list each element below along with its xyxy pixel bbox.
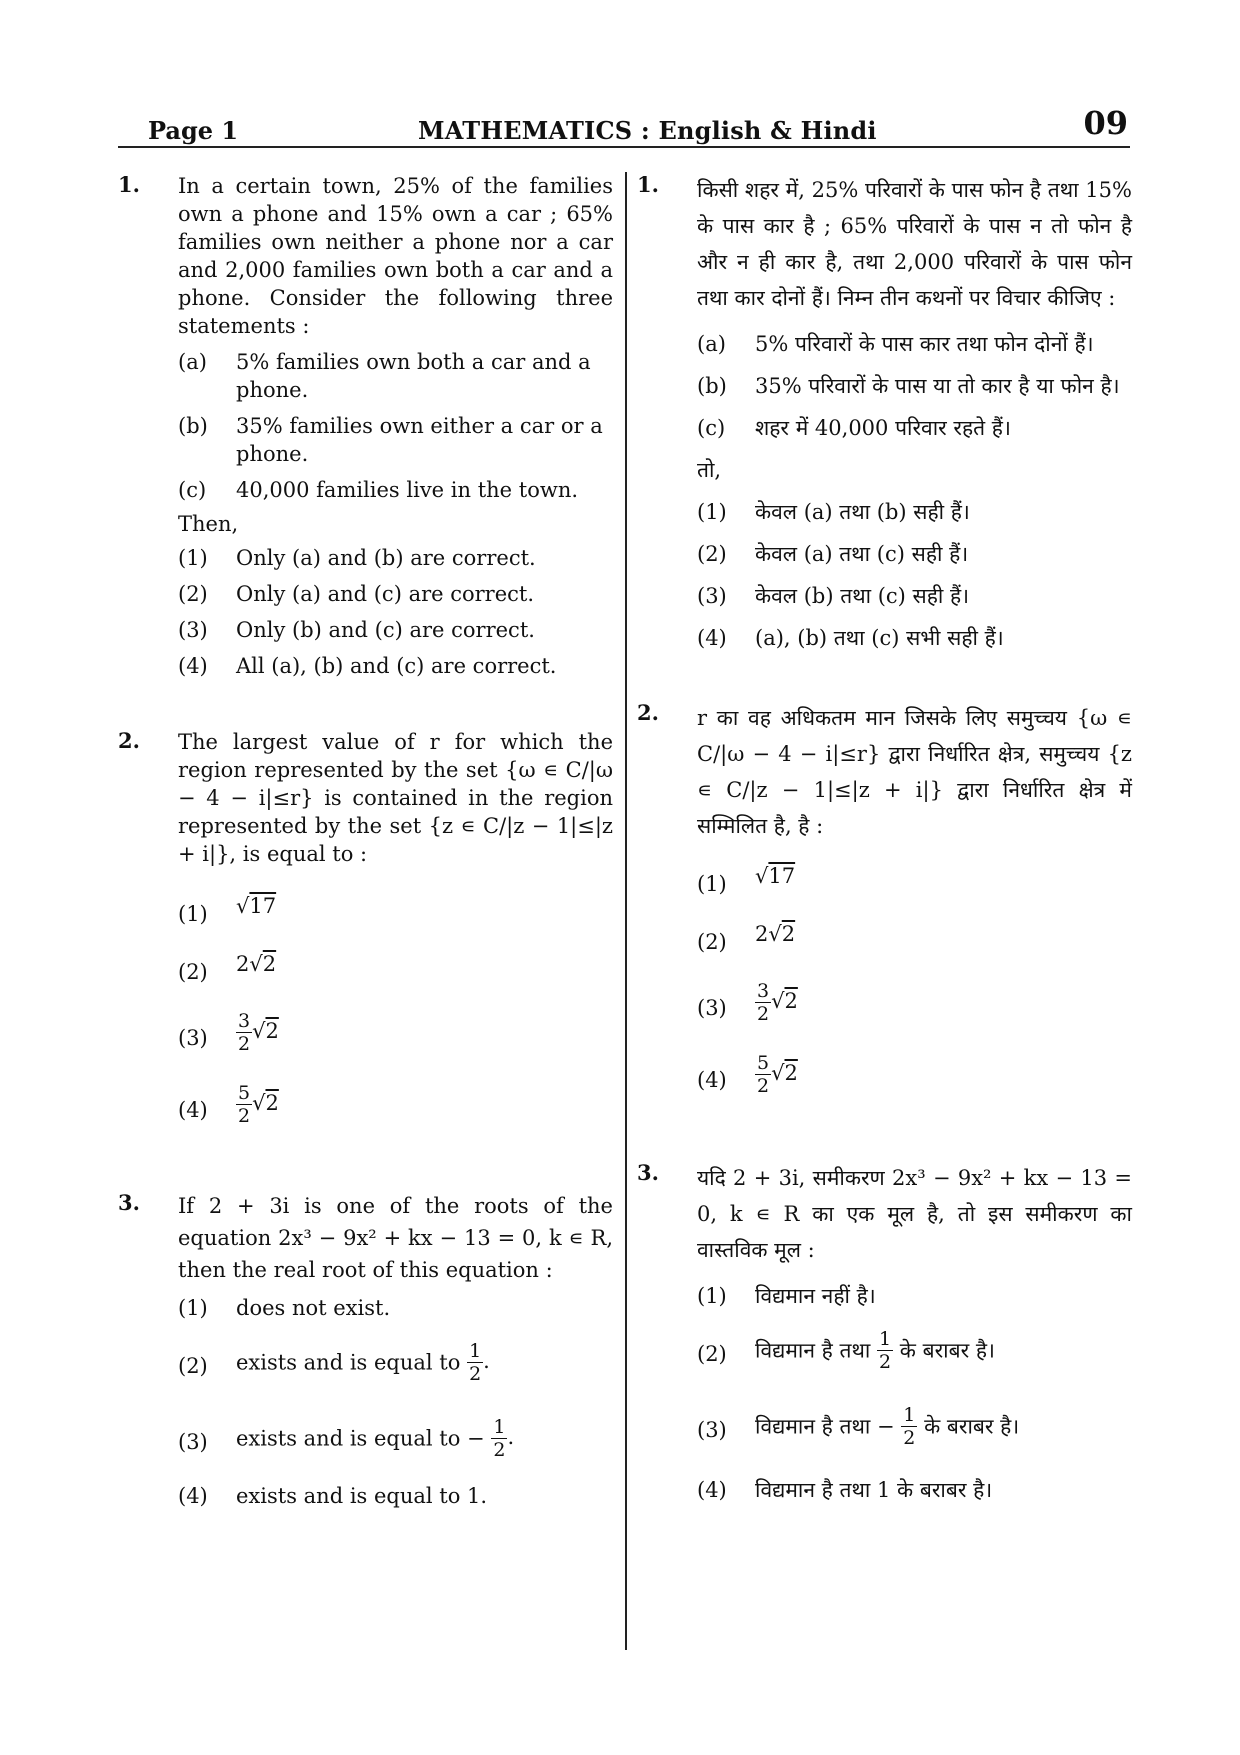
- question-text: r का वह अधिकतम मान जिसके लिए समुच्चय {ω ∊ C/|ω − 4 − i|≤r} द्वारा निर्धारित क्षेत्र, समुच्चय {z ∊ C/|z − 1|≤|z + i|} द्वारा निर्धारित क्षेत्र में सम्मिलित है, है :: [697, 706, 1132, 838]
- then-label: Then,: [178, 512, 239, 536]
- option-2[interactable]: (2) exists and is equal to $\frac{1}{2}$ .: [178, 1340, 490, 1385]
- option-1[interactable]: (1) √17: [178, 894, 277, 926]
- option-3[interactable]: (3) केवल (b) तथा (c) सही हैं।: [697, 584, 970, 608]
- english-column: [118, 172, 613, 1558]
- question-text: In a certain town, 25% of the families own a phone and 15% own a car ; 65% families own neither a phone nor a car and 2,000 families own both a car and a phone. Consider the following three statements :: [178, 174, 613, 338]
- subject-title: MATHEMATICS : English & Hindi: [418, 116, 877, 145]
- question-1-hi: [637, 172, 1132, 652]
- option-4[interactable]: (4) $\frac{5}{2}$ √2: [697, 1052, 798, 1097]
- option-1[interactable]: (1) केवल (a) तथा (b) सही हैं।: [697, 500, 970, 524]
- question-text: किसी शहर में, 25% परिवारों के पास फोन है तथा 15% के पास कार है ; 65% परिवारों के पास न तो फोन है और न ही कार है, तथा 2,000 परिवारों के पास फोन तथा कार दोनों हैं। निम्न तीन कथनों पर विचार कीजिए :: [697, 178, 1132, 310]
- option-1[interactable]: (1) does not exist.: [178, 1296, 391, 1320]
- statement-a: (a) 5% families own both a car and a phone.: [178, 350, 591, 402]
- question-3-hi: [637, 1160, 1132, 1504]
- option-1[interactable]: (1) विद्यमान नहीं है।: [697, 1284, 876, 1308]
- question-text: The largest value of r for which the region represented by the set {ω ∊ C/|ω − 4 − i|≤r} is contained in the region represented by the set {z ∊ C/|z − 1|≤|z + i|}, is equal to :: [178, 730, 613, 866]
- option-4[interactable]: (4) (a), (b) तथा (c) सभी सही हैं।: [697, 626, 1004, 650]
- question-number: 2.: [637, 700, 659, 725]
- option-3[interactable]: (3) $\frac{3}{2}$ √2: [178, 1010, 279, 1055]
- option-2[interactable]: (2) 2√2: [178, 952, 277, 984]
- option-3[interactable]: (3) Only (b) and (c) are correct.: [178, 618, 535, 642]
- option-3[interactable]: (3) exists and is equal to − $\frac{1}{2}$ .: [178, 1416, 515, 1461]
- hindi-column: [637, 172, 1132, 1552]
- question-2-hi: [637, 700, 1132, 1112]
- question-3-en: [118, 1190, 613, 1510]
- option-4[interactable]: (4) विद्यमान है तथा 1 के बराबर है।: [697, 1478, 993, 1502]
- option-4[interactable]: (4) exists and is equal to 1.: [178, 1484, 488, 1508]
- question-1-en: [118, 172, 613, 680]
- option-2[interactable]: (2) 2√2: [697, 922, 796, 954]
- option-2[interactable]: (2) विद्यमान है तथा $\frac{1}{2}$ के बराबर है।: [697, 1328, 995, 1373]
- question-text: If 2 + 3i is one of the roots of the equation 2x³ − 9x² + kx − 13 = 0, k ∊ R, then the real root of this equation :: [178, 1194, 613, 1282]
- question-number: 2.: [118, 728, 140, 753]
- question-text: यदि 2 + 3i, समीकरण 2x³ − 9x² + kx − 13 = 0, k ∊ R का एक मूल है, तो इस समीकरण का वास्तविक मूल :: [697, 1166, 1132, 1262]
- page-number: 09: [1083, 104, 1128, 142]
- question-number: 3.: [637, 1160, 659, 1185]
- question-2-en: [118, 728, 613, 1142]
- statement-a: (a) 5% परिवारों के पास कार तथा फोन दोनों हैं।: [697, 332, 1094, 356]
- option-1[interactable]: (1) Only (a) and (b) are correct.: [178, 546, 536, 570]
- then-label: तो,: [697, 458, 722, 482]
- page-header: [118, 104, 1130, 148]
- option-1[interactable]: (1) √17: [697, 864, 796, 896]
- statement-c: (c) 40,000 families live in the town.: [178, 478, 579, 502]
- option-4[interactable]: (4) $\frac{5}{2}$ √2: [178, 1082, 279, 1127]
- statement-b: (b) 35% परिवारों के पास या तो कार है या फोन है।: [697, 374, 1120, 398]
- option-2[interactable]: (2) Only (a) and (c) are correct.: [178, 582, 535, 606]
- question-number: 3.: [118, 1190, 140, 1215]
- option-2[interactable]: (2) केवल (a) तथा (c) सही हैं।: [697, 542, 969, 566]
- option-4[interactable]: (4) All (a), (b) and (c) are correct.: [178, 654, 557, 678]
- question-number: 1.: [118, 172, 140, 197]
- question-number: 1.: [637, 172, 659, 197]
- statement-c: (c) शहर में 40,000 परिवार रहते हैं।: [697, 416, 1011, 440]
- option-3[interactable]: (3) विद्यमान है तथा − $\frac{1}{2}$ के बराबर है।: [697, 1404, 1020, 1449]
- option-3[interactable]: (3) $\frac{3}{2}$ √2: [697, 980, 798, 1025]
- statement-b: (b) 35% families own either a car or a phone.: [178, 414, 603, 466]
- page-label: Page 1: [148, 116, 239, 145]
- column-divider: [625, 172, 627, 1650]
